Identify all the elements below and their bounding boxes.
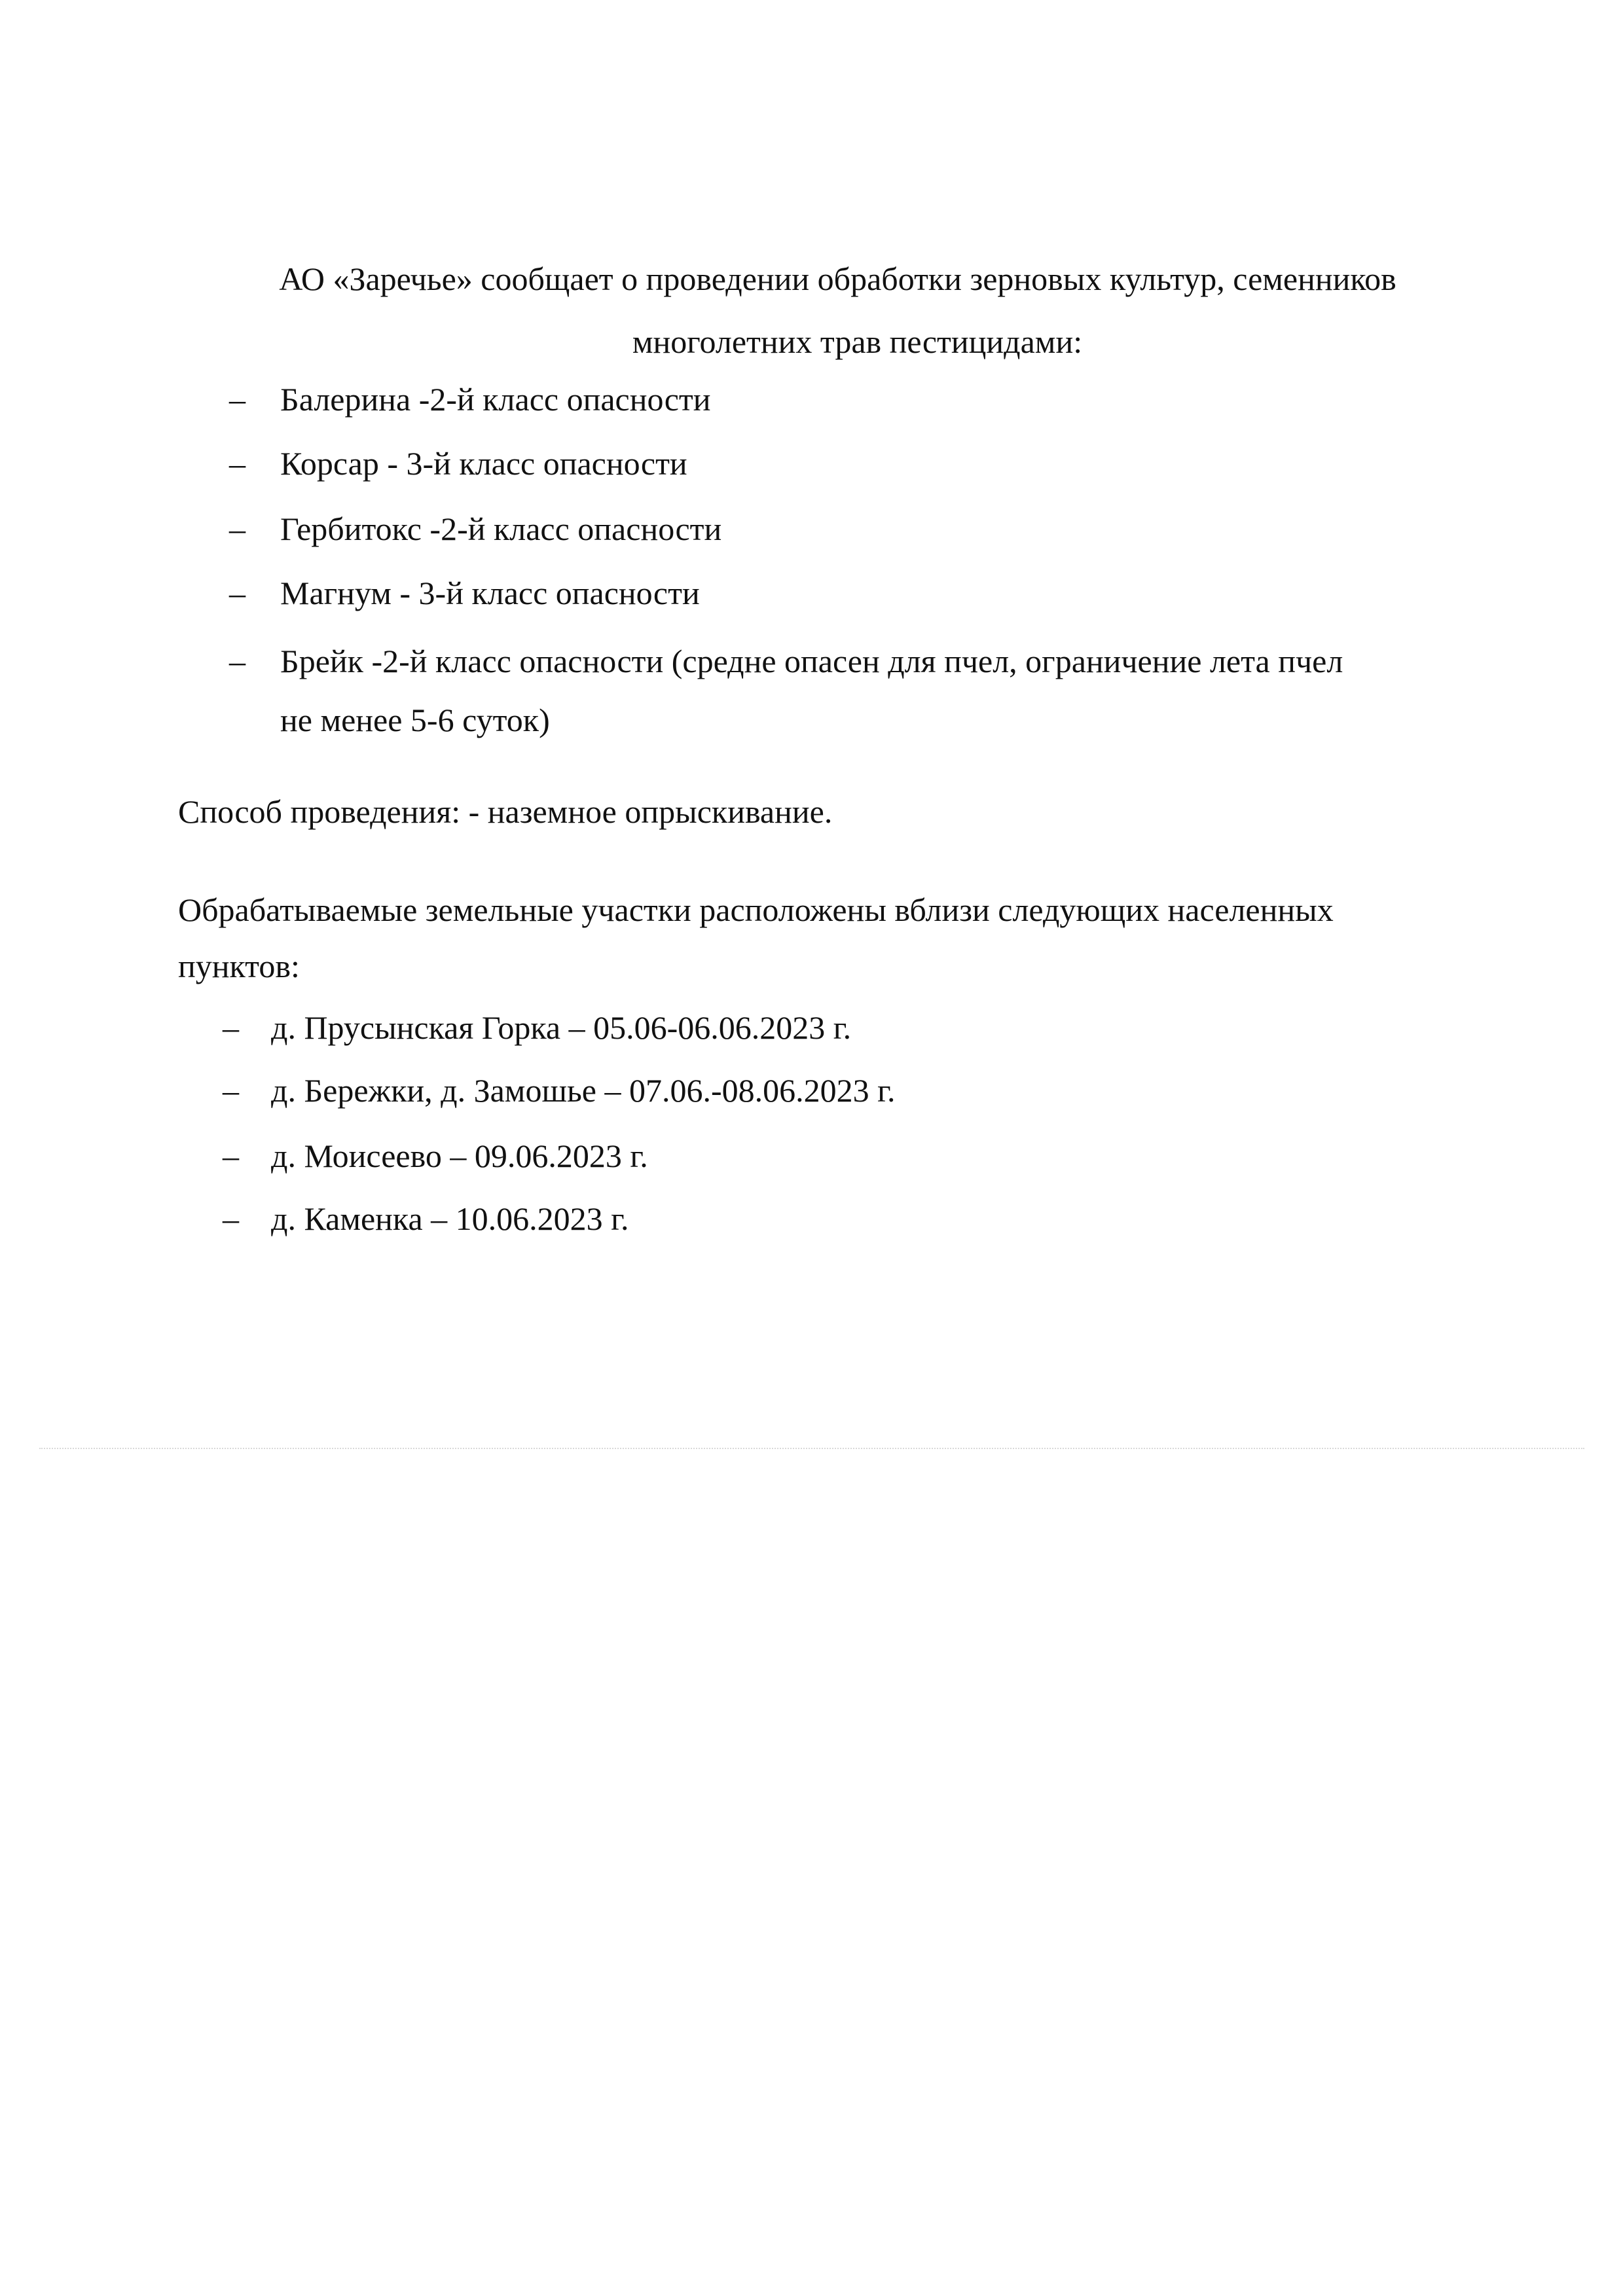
list-dash: – xyxy=(229,511,246,547)
list-dash: – xyxy=(229,381,246,418)
location-item: д. Каменка – 10.06.2023 г. xyxy=(271,1200,629,1237)
list-dash: – xyxy=(223,1200,239,1237)
application-method: Способ проведения: - наземное опрыскивание. xyxy=(178,793,833,830)
list-dash: – xyxy=(223,1009,239,1046)
announcement-title-line-2: многолетних трав пестицидами: xyxy=(632,323,1083,360)
location-item: д. Моисеево – 09.06.2023 г. xyxy=(271,1138,648,1174)
pesticide-item: Корсар - 3-й класс опасности xyxy=(280,445,687,482)
list-dash: – xyxy=(223,1138,239,1174)
list-dash: – xyxy=(229,575,246,611)
locations-intro-line-1: Обрабатываемые земельные участки расположены вблизи следующих населенных xyxy=(178,891,1334,928)
scan-fold-line xyxy=(39,1448,1584,1449)
location-item: д. Бережки, д. Замошье – 07.06.-08.06.2023 г. xyxy=(271,1072,896,1109)
location-item: д. Прусынская Горка – 05.06-06.06.2023 г. xyxy=(271,1009,852,1046)
list-dash: – xyxy=(223,1072,239,1109)
list-dash: – xyxy=(229,643,246,679)
pesticide-item: Брейк -2-й класс опасности (средне опасен для пчел, ограничение лета пчел xyxy=(280,643,1343,679)
pesticide-item: Балерина -2-й класс опасности xyxy=(280,381,711,418)
pesticide-item: Магнум - 3-й класс опасности xyxy=(280,575,700,611)
locations-intro-line-2: пунктов: xyxy=(178,948,300,984)
pesticide-item: Гербитокс -2-й класс опасности xyxy=(280,511,722,547)
pesticide-item-continuation: не менее 5-6 суток) xyxy=(280,702,550,738)
announcement-title-line-1: АО «Заречье» сообщает о проведении обработки зерновых культур, семенников xyxy=(279,260,1396,297)
list-dash: – xyxy=(229,445,246,482)
